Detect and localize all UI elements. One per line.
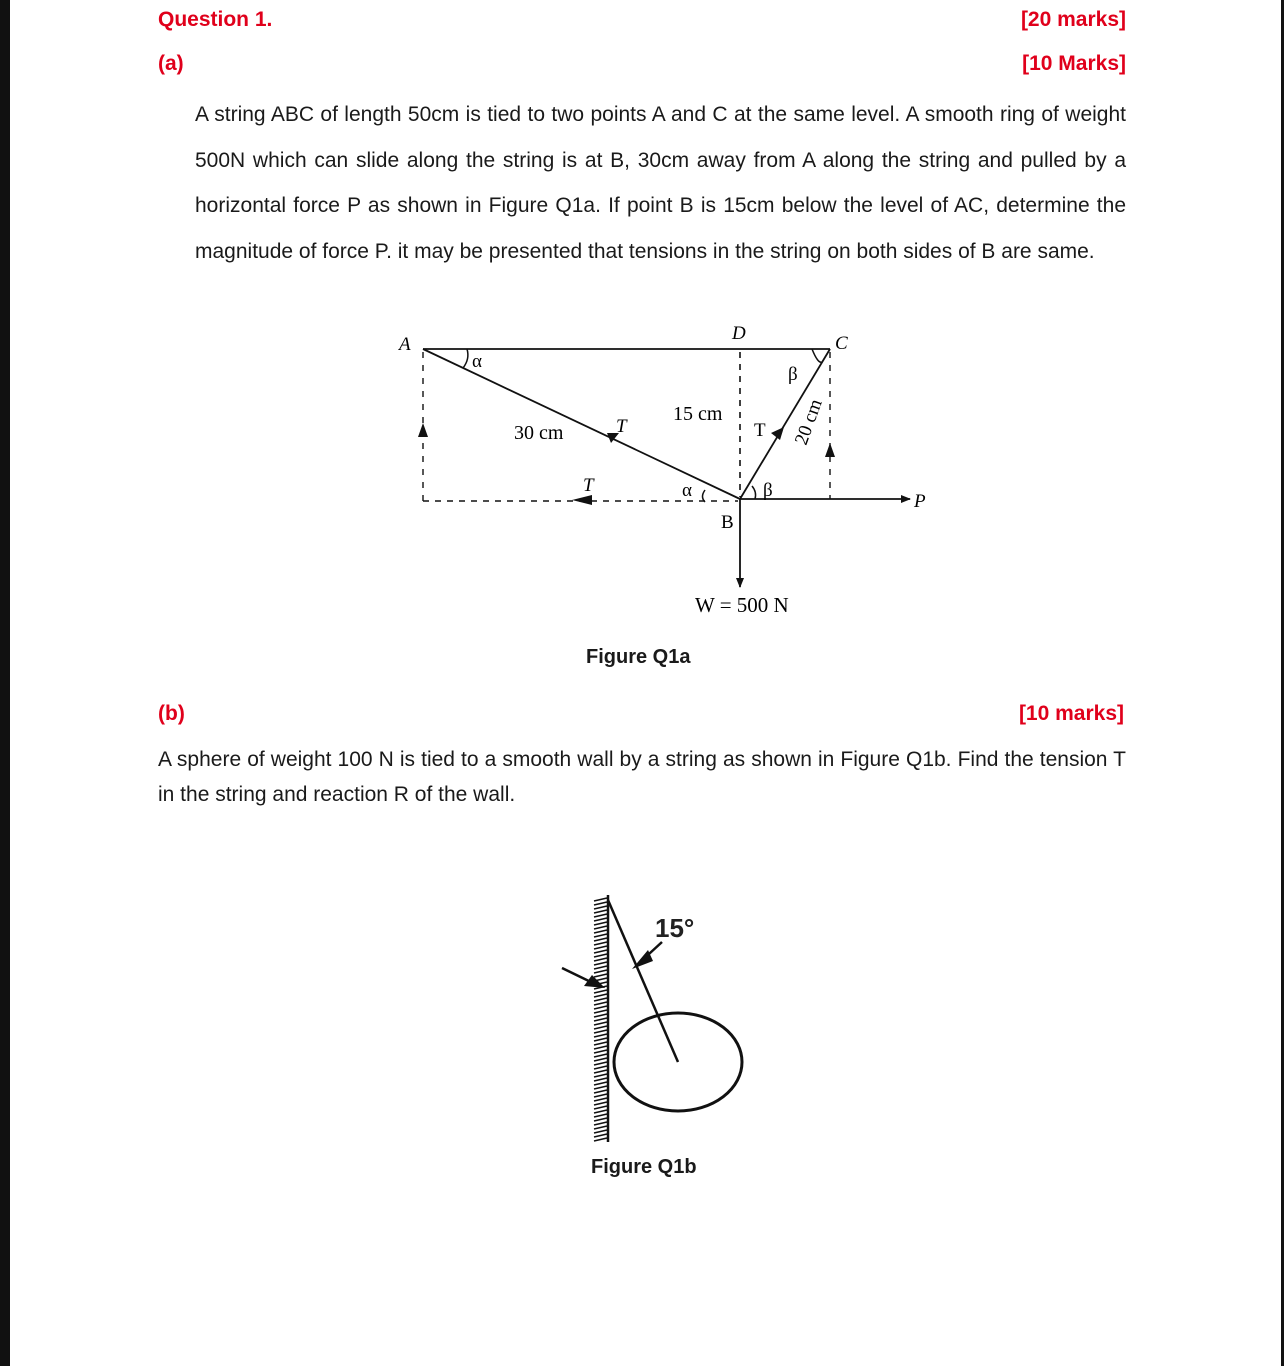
hatch-mark [594,1038,607,1041]
wall-hatching [594,898,607,1141]
hatch-mark [594,1134,607,1137]
hatch-mark [594,902,607,905]
figure-q1a-caption: Figure Q1a [586,646,691,668]
hatch-mark [594,1062,607,1065]
part-a-label: (a) [158,52,184,75]
label-t-ab: T [616,416,627,437]
label-p: P [914,491,926,512]
hatch-mark [594,906,607,909]
hatch-mark [594,938,607,941]
hatch-mark [594,1118,607,1121]
hatch-mark [594,1098,607,1101]
label-alpha-b: α [682,480,692,501]
hatch-mark [594,1014,607,1017]
hatch-mark [594,1086,607,1089]
hatch-mark [594,1070,607,1073]
part-b-label: (b) [158,702,185,725]
part-b-marks: [10 marks] [1018,702,1124,725]
hatch-mark [594,918,607,921]
question-title: Question 1. [158,8,273,31]
hatch-mark [594,914,607,917]
hatch-mark [594,950,607,953]
label-15cm: 15 cm [673,403,723,425]
part-b-text: A sphere of weight 100 N is tied to a smooth wall by a string as shown in Figure Q1b. Find the tension T in the string and reaction R of the wall. [158,748,1126,806]
hatch-mark [594,934,607,937]
label-c: C [835,333,848,354]
question-total-marks: [20 marks] [1020,8,1126,31]
hatch-mark [594,1034,607,1037]
hatch-mark [594,946,607,949]
label-d: D [732,323,746,344]
label-beta-c: β [788,364,798,385]
hatch-mark [594,1054,607,1057]
part-a-text: A string ABC of length 50cm is tied to two points A and C at the same level. A smooth ring of weight 500N which can slide along the string is at B, 30cm away from A along the string and pulled by a horizontal force P as shown in Figure Q1a. If point B is 15cm below the level of AC, determine the magnitude of force P. it may be presented that tensions in the string on both sides of B are same. [195,103,1126,263]
hatch-mark [594,1026,607,1029]
hatch-mark [594,962,607,965]
hatch-mark [594,1006,607,1009]
hatch-mark [594,910,607,913]
hatch-mark [594,1050,607,1053]
hatch-mark [594,1002,607,1005]
hatch-mark [594,1122,607,1125]
hatch-mark [594,1022,607,1025]
hatch-mark [594,1110,607,1113]
label-a: A [399,334,411,355]
hatch-mark [594,922,607,925]
hatch-mark [594,998,607,1001]
hatch-mark [594,1078,607,1081]
label-weight: W = 500 N [695,593,789,617]
hatch-mark [594,1090,607,1093]
hatch-mark [594,1074,607,1077]
label-20cm: 20 cm [790,396,827,448]
hatch-mark [594,1010,607,1013]
hatch-mark [594,1094,607,1097]
hatch-mark [594,970,607,973]
hatch-mark [594,974,607,977]
hatch-mark [594,930,607,933]
hatch-mark [594,1126,607,1129]
hatch-mark [594,1058,607,1061]
label-t-bc: T [754,420,766,441]
hatch-mark [594,1114,607,1117]
part-a-marks: [10 Marks] [1022,52,1126,75]
hatch-mark [594,898,607,901]
label-b: B [721,512,734,533]
hatch-mark [594,966,607,969]
hatch-mark [594,954,607,957]
hatch-mark [594,1018,607,1021]
hatch-mark [594,1042,607,1045]
hatch-mark [594,1030,607,1033]
label-beta-b: β [763,480,773,501]
hatch-mark [594,1138,607,1141]
hatch-mark [594,990,607,993]
hatch-mark [594,994,607,997]
label-t-horizontal: T [583,475,594,496]
figure-q1b-caption: Figure Q1b [591,1156,697,1178]
hatch-mark [594,1082,607,1085]
hatch-mark [594,1102,607,1105]
hatch-mark [594,926,607,929]
hatch-mark [594,958,607,961]
hatch-mark [594,1106,607,1109]
hatch-mark [594,1046,607,1049]
label-30cm: 30 cm [514,422,564,444]
hatch-mark [594,1066,607,1069]
hatch-mark [594,942,607,945]
hatch-mark [594,1130,607,1133]
angle-label: 15° [655,913,695,943]
label-alpha-a: α [472,351,482,372]
